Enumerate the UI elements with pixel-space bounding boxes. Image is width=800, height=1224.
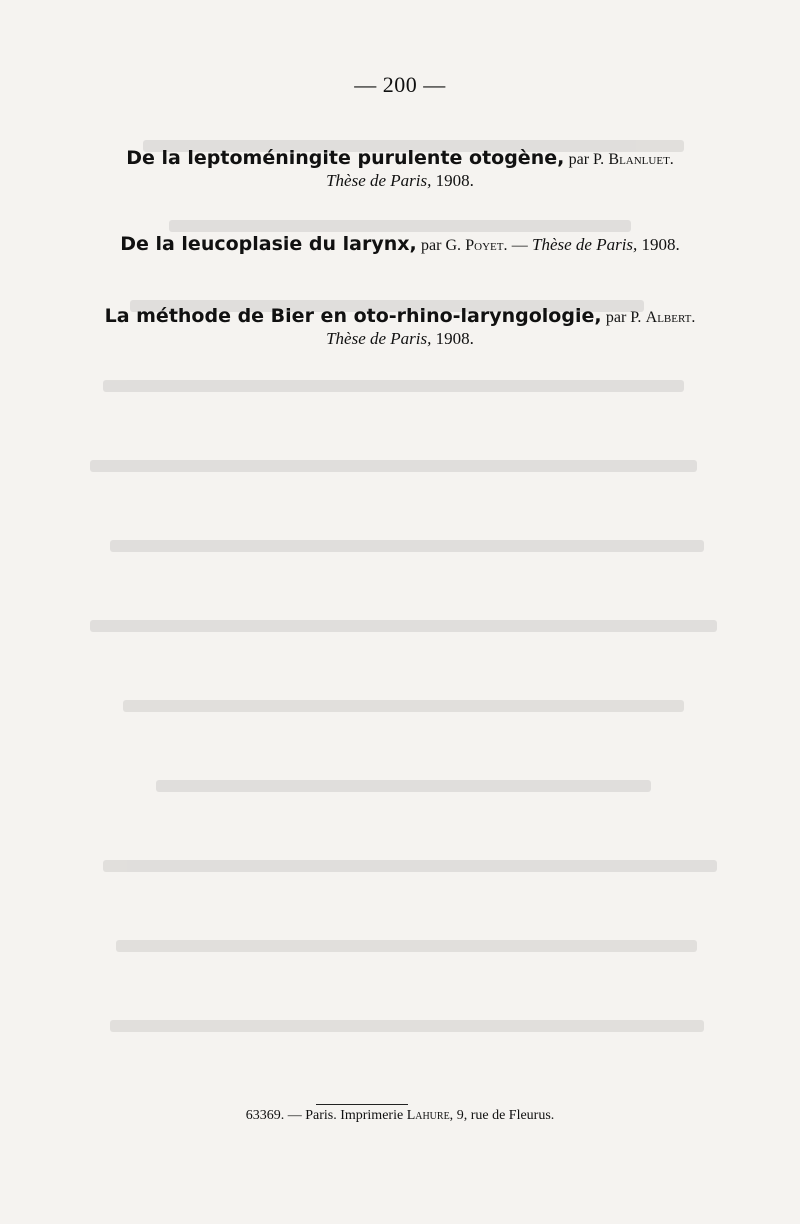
entry-heading-line [0,147,800,169]
bibliography-entry [0,147,800,191]
bibliography-entry [0,233,800,255]
imprint-address: 9, rue de Fleurus. [456,1108,555,1123]
entry-author: Poyet. [465,237,508,254]
entry-by: par P. [605,309,642,326]
bleed-through-background [90,140,750,1120]
entry-by: par P. [568,151,605,168]
imprint-printer: Lahure, [406,1108,454,1123]
entry-author: Blanluet. [608,151,674,168]
entry-year: 1908. [641,235,680,254]
entry-by: par G. [421,237,461,254]
entry-author: Albert. [645,309,696,326]
entry-thesis-line [0,171,800,191]
imprint-prefix: 63369. — Paris. Imprimerie [245,1108,404,1123]
entry-thesis: Thèse de Paris, [326,329,432,348]
entry-dash: — [511,237,528,254]
entry-thesis-line [0,329,800,349]
printer-imprint [0,1108,800,1124]
page-number: — 200 — [354,72,446,97]
entry-thesis: Thèse de Paris, [326,171,432,190]
entry-thesis: Thèse de Paris, [531,235,638,254]
entry-heading-line [0,305,800,327]
entry-title: De la leptoméningite purulente otogène, [126,147,565,169]
entry-heading-line [0,233,800,255]
bibliography-entry [0,305,800,349]
entry-title: La méthode de Bier en oto-rhino-laryngologie, [104,305,602,327]
entry-year: 1908. [435,329,474,348]
entry-year: 1908. [435,171,474,190]
footer-rule [316,1104,408,1105]
entry-title: De la leucoplasie du larynx, [120,233,417,255]
